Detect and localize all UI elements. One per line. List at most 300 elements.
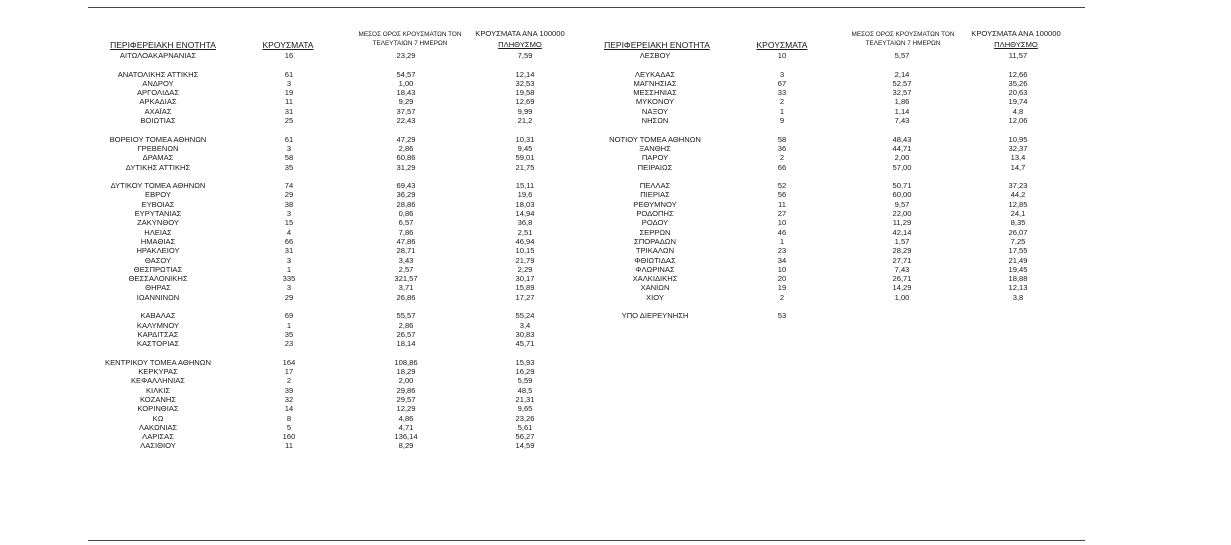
cell-cases: 1 [779, 106, 785, 116]
cell-region: ΚΑΛΥΜΝΟΥ [136, 320, 180, 330]
table-row [0, 125, 1100, 134]
cell-cases: 14 [284, 404, 294, 414]
table-row [0, 265, 1100, 274]
cell-avg: 18,14 [396, 339, 416, 349]
cell-region: ΝΟΤΙΟΥ ΤΟΜΕΑ ΑΘΗΝΩΝ [609, 134, 701, 144]
cell-region: ΦΘΙΩΤΙΔΑΣ [634, 255, 676, 265]
table-row [0, 60, 1100, 69]
cell-region: ΕΒΡΟΥ [145, 190, 171, 200]
cell-per100k: 35,26 [1008, 78, 1028, 88]
cell-cases: 11 [285, 97, 293, 107]
cell-cases: 31 [284, 246, 294, 256]
cell-per100k: 11,57 [1008, 51, 1028, 60]
cell-cases: 2 [779, 153, 785, 163]
cell-per100k: 48,5 [517, 385, 533, 395]
cell-region: ΚΕΝΤΡΙΚΟΥ ΤΟΜΕΑ ΑΘΗΝΩΝ [105, 357, 211, 367]
right-table [0, 51, 1100, 321]
table-row [0, 274, 1100, 283]
table-row [0, 311, 1100, 320]
cell-cases: 1 [286, 320, 292, 330]
cell-cases: 3 [286, 143, 292, 153]
table-row [0, 404, 600, 413]
cell-cases: 160 [282, 432, 296, 442]
cell-cases: 29 [284, 292, 294, 302]
cell-per100k: 7,25 [1010, 236, 1026, 246]
table-row [0, 218, 1100, 227]
cell-avg: 9,29 [398, 97, 414, 107]
cell-per100k: 5,59 [517, 376, 533, 386]
cell-avg: 8,29 [398, 441, 414, 451]
cell-cases: 17 [284, 367, 294, 377]
header-avg-right [838, 30, 968, 48]
cell-region: ΛΑΡΙΣΑΣ [142, 432, 174, 442]
cell-per100k: 44,2 [1010, 190, 1026, 200]
cell-region: ΚΟΡΙΝΘΙΑΣ [137, 404, 179, 414]
cell-avg: 18,43 [396, 88, 416, 98]
cell-cases: 10 [777, 264, 787, 274]
header-avg-line2: ΤΕΛΕΥΤΑΙΩΝ 7 ΗΜΕΡΩΝ [865, 40, 941, 47]
cell-region: ΧΙΟΥ [646, 292, 664, 302]
table-row [0, 153, 1100, 162]
header-per100k-left [475, 28, 565, 50]
table-row [0, 237, 1100, 246]
header-per100k-right [971, 28, 1061, 50]
table-row [0, 386, 600, 395]
cell-per100k: 12,85 [1008, 199, 1028, 209]
cell-per100k: 21,31 [515, 394, 535, 404]
cell-avg: 7,86 [398, 227, 414, 237]
cell-per100k: 26,07 [1008, 227, 1028, 237]
cell-cases: 53 [777, 311, 787, 321]
cell-region: ΠΕΙΡΑΙΩΣ [637, 162, 673, 172]
cell-cases: 19 [284, 88, 294, 98]
cell-cases: 164 [282, 357, 296, 367]
cell-region: ΚΟΖΑΝΗΣ [139, 394, 177, 404]
cell-avg: 12,29 [396, 404, 416, 414]
cell-region: ΝΗΣΩΝ [641, 116, 669, 126]
cell-per100k: 14,7 [1010, 162, 1026, 172]
cell-per100k: 17,55 [1008, 246, 1028, 256]
cell-cases: 56 [777, 190, 787, 200]
cell-per100k: 2,29 [517, 264, 533, 274]
cell-region: ΑΧΑΪΑΣ [144, 106, 172, 116]
cell-cases: 35 [284, 329, 294, 339]
header-per100k-line2: ΠΛΗΘΥΣΜΟ [498, 40, 542, 49]
cell-cases: 3 [286, 283, 292, 293]
cell-per100k: 30,83 [515, 329, 535, 339]
cell-cases: 38 [284, 199, 294, 209]
cell-region: ΥΠΟ ΔΙΕΡΕΥΝΗΣΗ [621, 311, 689, 321]
cell-region: ΚΑΡΔΙΤΣΑΣ [137, 329, 179, 339]
table-row [0, 209, 1100, 218]
cell-avg: 11,29 [892, 218, 912, 228]
cell-per100k: 12,14 [515, 69, 535, 79]
cell-region: ΤΡΙΚΑΛΩΝ [635, 246, 675, 256]
table-row [0, 135, 1100, 144]
cell-avg: 28,71 [396, 246, 416, 256]
cell-avg: 2,00 [398, 376, 414, 386]
cell-region: ΠΕΛΛΑΣ [639, 181, 671, 191]
cell-region: ΛΑΚΩΝΙΑΣ [138, 422, 178, 432]
table-row [0, 423, 600, 432]
cell-avg: 31,29 [396, 162, 416, 172]
cell-per100k: 13,4 [1010, 153, 1026, 163]
cell-region: ΛΕΥΚΑΔΑΣ [634, 69, 676, 79]
cell-avg: 50,71 [892, 181, 912, 191]
cell-avg: 57,00 [892, 162, 912, 172]
cell-cases: 58 [777, 134, 787, 144]
cell-cases: 25 [284, 116, 294, 126]
cell-avg: 28,29 [892, 246, 912, 256]
cell-cases: 33 [777, 88, 787, 98]
cell-region: ΚΩ [152, 413, 164, 423]
cell-avg: 108,86 [394, 357, 418, 367]
cell-region: ΚΕΡΚΥΡΑΣ [138, 367, 178, 377]
cell-per100k: 10,15 [515, 246, 535, 256]
cell-region: ΡΟΔΟΥ [641, 218, 669, 228]
table-row [0, 441, 600, 450]
table-row [0, 144, 1100, 153]
cell-avg: 0,86 [398, 209, 414, 219]
cell-region: ΛΑΣΙΘΙΟΥ [140, 441, 176, 451]
cell-cases: 58 [284, 153, 294, 163]
cell-region: ΑΝΑΤΟΛΙΚΗΣ ΑΤΤΙΚΗΣ [117, 69, 199, 79]
cell-region: ΙΩΑΝΝΙΝΩΝ [136, 292, 180, 302]
table-row [0, 256, 1100, 265]
cell-region: ΑΙΤΩΛΟΑΚΑΡΝΑΝΙΑΣ [119, 51, 197, 60]
table-row [0, 172, 1100, 181]
cell-cases: 16 [284, 51, 294, 60]
cell-avg: 9,57 [894, 199, 910, 209]
cell-region: ΞΑΝΘΗΣ [639, 143, 671, 153]
cell-cases: 74 [284, 181, 294, 191]
cell-per100k: 37,23 [1008, 181, 1028, 191]
cell-cases: 39 [284, 385, 294, 395]
table-row [0, 330, 600, 339]
cell-avg: 54,57 [396, 69, 416, 79]
cell-cases: 11 [285, 441, 293, 451]
cell-region: ΑΡΚΑΔΙΑΣ [139, 97, 177, 107]
cell-avg: 23,29 [396, 51, 416, 60]
table-row [0, 414, 600, 423]
cell-region: ΚΑΣΤΟΡΙΑΣ [136, 339, 180, 349]
table-row [0, 163, 1100, 172]
cell-per100k: 10,95 [1008, 134, 1028, 144]
cell-region: ΓΡΕΒΕΝΩΝ [137, 143, 179, 153]
table-row [0, 293, 1100, 302]
table-row [0, 302, 1100, 311]
cell-cases: 46 [777, 227, 787, 237]
table-row [0, 228, 1100, 237]
bottom-rule [88, 540, 1085, 541]
table-row [0, 51, 1100, 60]
table-row [0, 367, 600, 376]
cell-cases: 2 [286, 376, 292, 386]
cell-per100k: 21,49 [1008, 255, 1028, 265]
cell-per100k: 12,66 [1008, 69, 1028, 79]
cell-cases: 27 [777, 209, 787, 219]
cell-cases: 335 [282, 274, 296, 284]
cell-avg: 6,57 [398, 218, 414, 228]
table-row [0, 395, 600, 404]
cell-per100k: 9,45 [517, 143, 533, 153]
cell-region: ΜΥΚΟΝΟΥ [635, 97, 675, 107]
cell-per100k: 14,94 [515, 209, 535, 219]
cell-region: ΛΕΣΒΟΥ [639, 51, 671, 60]
cell-region: ΕΥΡΥΤΑΝΙΑΣ [134, 209, 182, 219]
cell-region: ΘΕΣΣΑΛΟΝΙΚΗΣ [128, 274, 188, 284]
header-cases-left: ΚΡΟΥΣΜΑΤΑ [262, 40, 314, 50]
cell-region: ΖΑΚΥΝΘΟΥ [137, 218, 179, 228]
table-row [0, 246, 1100, 255]
table-row [0, 321, 600, 330]
cell-cases: 19 [777, 283, 787, 293]
cell-per100k: 8,35 [1010, 218, 1026, 228]
cell-avg: 3,43 [398, 255, 414, 265]
cell-per100k: 18,03 [515, 199, 535, 209]
cell-cases: 4 [286, 227, 292, 237]
cell-region: ΜΕΣΣΗΝΙΑΣ [633, 88, 677, 98]
cell-avg: 2,57 [398, 264, 414, 274]
cell-region: ΚΑΒΑΛΑΣ [140, 311, 176, 321]
cell-per100k: 4,8 [1012, 106, 1024, 116]
cell-per100k: 32,53 [515, 78, 535, 88]
cell-avg: 29,86 [396, 385, 416, 395]
cell-avg: 60,00 [892, 190, 912, 200]
cell-region: ΧΑΝΙΩΝ [640, 283, 670, 293]
cell-per100k: 20,63 [1008, 88, 1028, 98]
cell-cases: 66 [777, 162, 787, 172]
table-row [0, 190, 1100, 199]
cell-per100k: 19,58 [515, 88, 535, 98]
cell-avg: 1,57 [894, 236, 910, 246]
cell-region: ΔΥΤΙΚΟΥ ΤΟΜΕΑ ΑΘΗΝΩΝ [110, 181, 206, 191]
cell-avg: 2,86 [398, 143, 414, 153]
cell-avg: 47,29 [396, 134, 416, 144]
header-avg-left [345, 30, 475, 48]
cell-per100k: 12,69 [515, 97, 535, 107]
cell-region: ΡΟΔΟΠΗΣ [636, 209, 674, 219]
cell-avg: 14,29 [892, 283, 912, 293]
cell-per100k: 55,24 [515, 311, 535, 321]
cell-avg: 3,71 [398, 283, 414, 293]
cell-region: ΑΡΓΟΛΙΔΑΣ [136, 88, 180, 98]
cell-avg: 55,57 [396, 311, 416, 321]
cell-region: ΣΕΡΡΩΝ [639, 227, 671, 237]
table-row [0, 107, 1100, 116]
cell-per100k: 17,27 [515, 292, 535, 302]
cell-avg: 5,57 [894, 51, 910, 60]
cell-avg: 321,57 [394, 274, 418, 284]
cell-avg: 2,86 [398, 320, 414, 330]
table-row [0, 97, 1100, 106]
cell-per100k: 32,37 [1008, 143, 1028, 153]
cell-cases: 9 [779, 116, 785, 126]
cell-per100k: 19,6 [517, 190, 533, 200]
cell-cases: 35 [284, 162, 294, 172]
cell-avg: 1,86 [894, 97, 910, 107]
table-row [0, 339, 600, 348]
cell-avg: 22,43 [396, 116, 416, 126]
cell-per100k: 30,17 [515, 274, 535, 284]
cell-per100k: 2,51 [517, 227, 533, 237]
cell-cases: 2 [779, 292, 785, 302]
top-rule [88, 7, 1085, 8]
cell-cases: 1 [286, 264, 292, 274]
cell-per100k: 12,13 [1008, 283, 1028, 293]
cell-region: ΒΟΡΕΙΟΥ ΤΟΜΕΑ ΑΘΗΝΩΝ [109, 134, 207, 144]
table-row [0, 79, 1100, 88]
cell-region: ΑΝΔΡΟΥ [142, 78, 174, 88]
cell-avg: 18,29 [396, 367, 416, 377]
table-row [0, 283, 1100, 292]
cell-avg: 136,14 [394, 432, 418, 442]
cell-per100k: 9,65 [517, 404, 533, 414]
cell-per100k: 19,74 [1008, 97, 1028, 107]
header-per100k-line1: ΚΡΟΥΣΜΑΤΑ ΑΝΑ 100000 [971, 29, 1061, 38]
header-region-right: ΠΕΡΙΦΕΡΕΙΑΚΗ ΕΝΟΤΗΤΑ [604, 40, 710, 50]
cell-cases: 3 [286, 255, 292, 265]
header-cases-right: ΚΡΟΥΣΜΑΤΑ [756, 40, 808, 50]
cell-per100k: 59,01 [515, 153, 535, 163]
cell-region: ΝΑΞΟΥ [641, 106, 669, 116]
cell-avg: 28,86 [396, 199, 416, 209]
cell-region: ΧΑΛΚΙΔΙΚΗΣ [632, 274, 678, 284]
cell-per100k: 9,99 [517, 106, 533, 116]
cell-per100k: 23,26 [515, 413, 535, 423]
cell-avg: 4,71 [398, 422, 414, 432]
cell-region: ΣΠΟΡΑΔΩΝ [634, 236, 676, 246]
cell-cases: 31 [284, 106, 294, 116]
cell-cases: 23 [284, 339, 294, 349]
cell-avg: 60,86 [396, 153, 416, 163]
cell-per100k: 21,75 [515, 162, 535, 172]
cell-cases: 20 [777, 274, 787, 284]
cell-avg: 1,14 [894, 106, 910, 116]
cell-cases: 67 [777, 78, 787, 88]
cell-avg: 36,29 [396, 190, 416, 200]
cell-per100k: 16,29 [515, 367, 535, 377]
cell-region: ΕΥΒΟΙΑΣ [141, 199, 175, 209]
cell-cases: 15 [284, 218, 294, 228]
cell-region: ΚΙΛΚΙΣ [145, 385, 171, 395]
cell-region: ΠΙΕΡΙΑΣ [640, 190, 670, 200]
cell-per100k: 18,88 [1008, 274, 1028, 284]
cell-cases: 3 [779, 69, 785, 79]
cell-region: ΠΑΡΟΥ [641, 153, 669, 163]
cell-region: ΗΛΕΙΑΣ [144, 227, 172, 237]
header-per100k-line2: ΠΛΗΘΥΣΜΟ [994, 40, 1038, 49]
cell-cases: 32 [284, 394, 294, 404]
table-row [0, 70, 1100, 79]
cell-region: ΚΕΦΑΛΛΗΝΙΑΣ [130, 376, 186, 386]
cell-per100k: 56,27 [515, 432, 535, 442]
cell-per100k: 24,1 [1010, 209, 1026, 219]
cell-avg: 47,86 [396, 236, 416, 246]
cell-per100k: 3,8 [1012, 292, 1024, 302]
cell-region: ΗΜΑΘΙΑΣ [140, 236, 176, 246]
cell-cases: 23 [777, 246, 787, 256]
cell-cases: 3 [286, 78, 292, 88]
header-per100k-line1: ΚΡΟΥΣΜΑΤΑ ΑΝΑ 100000 [475, 29, 565, 38]
cell-per100k: 15,11 [515, 181, 535, 191]
cell-cases: 52 [777, 181, 787, 191]
cell-per100k: 7,59 [517, 51, 533, 60]
cell-region: ΘΕΣΠΡΩΤΙΑΣ [133, 264, 183, 274]
cell-avg: 4,86 [398, 413, 414, 423]
cell-cases: 3 [286, 209, 292, 219]
cell-per100k: 5,61 [517, 422, 533, 432]
cell-per100k: 15,93 [515, 357, 535, 367]
cell-avg: 27,71 [892, 255, 912, 265]
cell-per100k: 10,31 [515, 134, 535, 144]
cell-per100k: 21,2 [517, 116, 533, 126]
cell-cases: 29 [284, 190, 294, 200]
cell-cases: 66 [284, 236, 294, 246]
table-row [0, 181, 1100, 190]
cell-cases: 10 [777, 51, 787, 60]
table-row [0, 200, 1100, 209]
cell-cases: 69 [284, 311, 294, 321]
table-row [0, 349, 600, 358]
cell-cases: 61 [284, 69, 294, 79]
cell-avg: 32,57 [892, 88, 912, 98]
cell-per100k: 45,71 [515, 339, 535, 349]
cell-avg: 7,43 [894, 116, 910, 126]
header-avg-line1: ΜΕΣΟΣ ΟΡΟΣ ΚΡΟΥΣΜΑΤΩΝ ΤΟΝ [851, 31, 955, 38]
cell-avg: 7,43 [894, 264, 910, 274]
table-row [0, 88, 1100, 97]
cell-cases: 36 [777, 143, 787, 153]
cell-region: ΘΑΣΟΥ [144, 255, 172, 265]
table-row [0, 116, 1100, 125]
cell-per100k: 46,94 [515, 236, 535, 246]
cell-region: ΔΡΑΜΑΣ [142, 153, 174, 163]
cell-region: ΒΟΙΩΤΙΑΣ [140, 116, 176, 126]
cell-avg: 52,57 [892, 78, 912, 88]
cell-avg: 22,00 [892, 209, 912, 219]
cell-region: ΦΛΩΡΙΝΑΣ [635, 264, 675, 274]
cell-region: ΔΥΤΙΚΗΣ ΑΤΤΙΚΗΣ [125, 162, 191, 172]
cell-per100k: 19,45 [1008, 264, 1028, 274]
header-avg-line1: ΜΕΣΟΣ ΟΡΟΣ ΚΡΟΥΣΜΑΤΩΝ ΤΟΝ [358, 31, 462, 38]
cell-avg: 26,71 [892, 274, 912, 284]
cell-avg: 44,71 [892, 143, 912, 153]
cell-avg: 26,86 [396, 292, 416, 302]
cell-avg: 37,57 [396, 106, 416, 116]
cell-cases: 61 [284, 134, 294, 144]
table-row [0, 358, 600, 367]
cell-per100k: 36,8 [517, 218, 533, 228]
cell-per100k: 14,59 [515, 441, 535, 451]
cell-per100k: 3,4 [519, 320, 531, 330]
cell-avg: 29,57 [396, 394, 416, 404]
cell-cases: 10 [777, 218, 787, 228]
cell-avg: 1,00 [398, 78, 414, 88]
cell-avg: 42,14 [892, 227, 912, 237]
cell-per100k: 21,79 [515, 255, 535, 265]
cell-avg: 69,43 [396, 181, 416, 191]
table-row [0, 432, 600, 441]
table-row [0, 376, 600, 385]
cell-region: ΡΕΘΥΜΝΟΥ [633, 199, 677, 209]
cell-avg: 2,14 [894, 69, 910, 79]
cell-cases: 5 [286, 422, 292, 432]
cell-region: ΗΡΑΚΛΕΙΟΥ [136, 246, 180, 256]
cell-region: ΜΑΓΝΗΣΙΑΣ [633, 78, 677, 88]
cell-avg: 48,43 [892, 134, 912, 144]
cell-cases: 8 [286, 413, 292, 423]
